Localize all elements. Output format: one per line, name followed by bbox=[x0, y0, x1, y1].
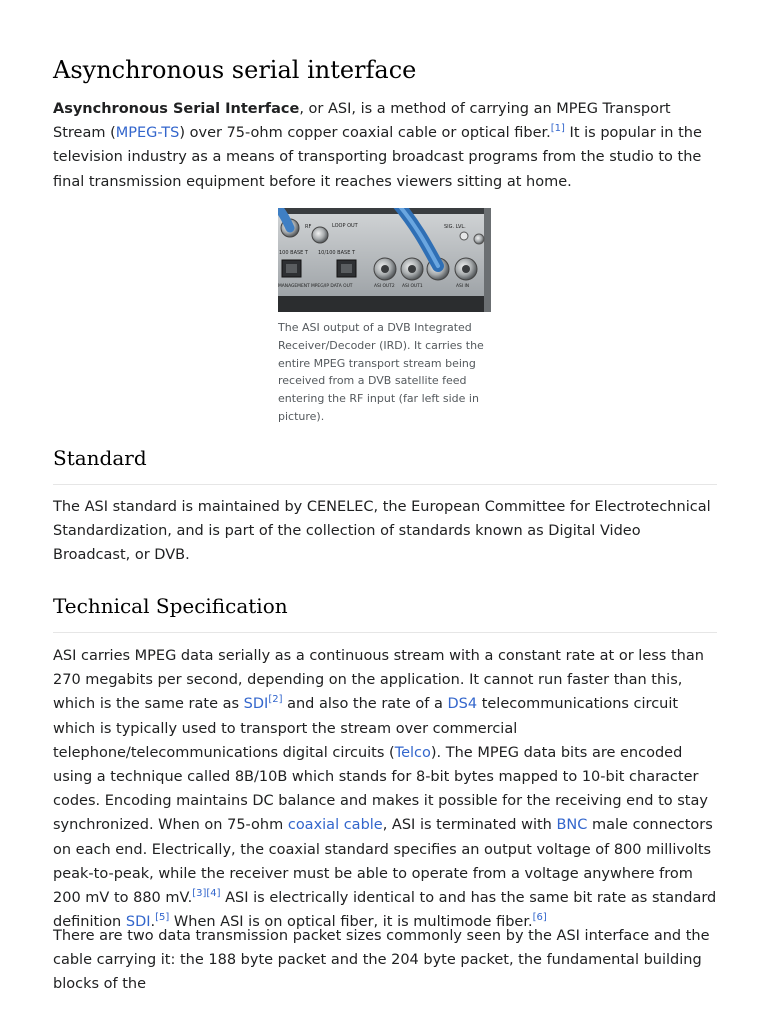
citation-3[interactable]: [3] bbox=[192, 888, 207, 900]
tech-text: When ASI is on optical fiber, it is multimode fiber. bbox=[169, 914, 533, 931]
intro-paragraph bbox=[53, 97, 717, 194]
technical-paragraph-2: There are two data transmission packet sizes commonly seen by the ASI interface and the cable carrying it: the 188 byte packet and the 204 byte packet, the fundamental building blocks of the bbox=[53, 928, 710, 993]
citation-1[interactable]: [1] bbox=[550, 123, 565, 135]
photo-label-loop-out: LOOP OUT bbox=[332, 223, 358, 229]
link-coaxial-cable[interactable]: coaxial cable bbox=[287, 817, 383, 834]
tech-text: male connectors on each end. Electrically, the coaxial standard specifies an output voltage of 800 millivolts peak-to-peak, while the receiver must be able to operate from a voltage anywhere from 200 mV to 880 mV. bbox=[53, 817, 713, 907]
intro-text: ) over 75-ohm copper coaxial cable or optical fiber. bbox=[179, 125, 551, 142]
citation-4[interactable]: [4] bbox=[206, 888, 221, 900]
link-sdi-2[interactable]: SDI bbox=[125, 914, 151, 931]
citation-5[interactable]: [5] bbox=[155, 912, 170, 924]
figure-asi-output bbox=[278, 208, 491, 426]
citation-2[interactable]: [2] bbox=[268, 694, 283, 706]
figure-caption: The ASI output of a DVB Integrated Receiver/Decoder (IRD). It carries the entire MPEG transport stream being received from a DVB satellite feed entering the RF input (far left side in picture). bbox=[278, 321, 484, 423]
intro-bold-term: Asynchronous Serial Interface bbox=[53, 101, 300, 117]
intro-text: It is popular in the television industry as a means of transporting broadcast programs from the studio to the final transmission equipment before it reaches viewers sitting at home. bbox=[53, 125, 702, 190]
tech-text: . bbox=[150, 914, 156, 931]
link-bnc[interactable]: BNC bbox=[556, 817, 588, 834]
section-divider bbox=[53, 484, 717, 485]
photo-label-management: MANAGEMENT bbox=[278, 284, 310, 289]
photo-label-asi-out2: ASI OUT2 bbox=[374, 284, 395, 289]
heading-standard: Standard bbox=[53, 446, 147, 470]
link-telco[interactable]: Telco bbox=[394, 744, 431, 761]
ird-photo[interactable] bbox=[278, 208, 491, 312]
heading-technical-specification: Technical Specification bbox=[53, 594, 288, 618]
citation-6[interactable]: [6] bbox=[532, 912, 547, 924]
photo-label-mpeg-data-out: MPEG/IP DATA OUT bbox=[311, 284, 353, 289]
photo-label-sig-lvl: SIG. LVL. bbox=[444, 224, 466, 230]
photo-label-asi-in: ASI IN bbox=[456, 284, 470, 289]
tech-text: ASI carries MPEG data serially as a continuous stream with a constant rate at or less than 270 megabits per second, depending on the application. It cannot run faster than this, which is the same rate as bbox=[53, 648, 704, 713]
photo-label-base-t-1: 100 BASE T bbox=[279, 250, 308, 256]
tech-text: and also the rate of a bbox=[282, 696, 448, 713]
photo-label-asi-out1: ASI OUT1 bbox=[402, 284, 423, 289]
link-mpeg-ts[interactable]: MPEG-TS bbox=[115, 125, 180, 142]
tech-text: ASI is electrically identical to and has the same bit rate as standard definition bbox=[53, 890, 717, 931]
photo-label-base-t-2: 10/100 BASE T bbox=[318, 250, 356, 256]
page-title: Asynchronous serial interface bbox=[53, 56, 417, 84]
intro-text: , or ASI, is a method of carrying an MPEG Transport Stream ( bbox=[53, 101, 671, 142]
tech-text: , ASI is terminated with bbox=[382, 817, 557, 834]
section-divider bbox=[53, 632, 717, 633]
tech-text: ). The MPEG data bits are encoded using a technique called 8B/10B which stands for 8-bit bytes mapped to 10-bit character codes. Encoding maintains DC balance and makes it possible for the receiving end to stay synchronized. When on 75-ohm bbox=[53, 744, 708, 834]
photo-label-rf: RF bbox=[305, 224, 312, 230]
technical-paragraph-1 bbox=[53, 644, 717, 934]
tech-text: telecommunications circuit which is typically used to transport the stream over commercial telephone/telecommunications digital circuits ( bbox=[53, 696, 679, 761]
link-sdi[interactable]: SDI bbox=[243, 696, 269, 713]
link-ds4[interactable]: DS4 bbox=[447, 696, 478, 713]
standard-paragraph: The ASI standard is maintained by CENELEC, the European Committee for Electrotechnical Standardization, and is part of the collection of standards known as Digital Video Broadcast, or DVB. bbox=[53, 499, 711, 564]
